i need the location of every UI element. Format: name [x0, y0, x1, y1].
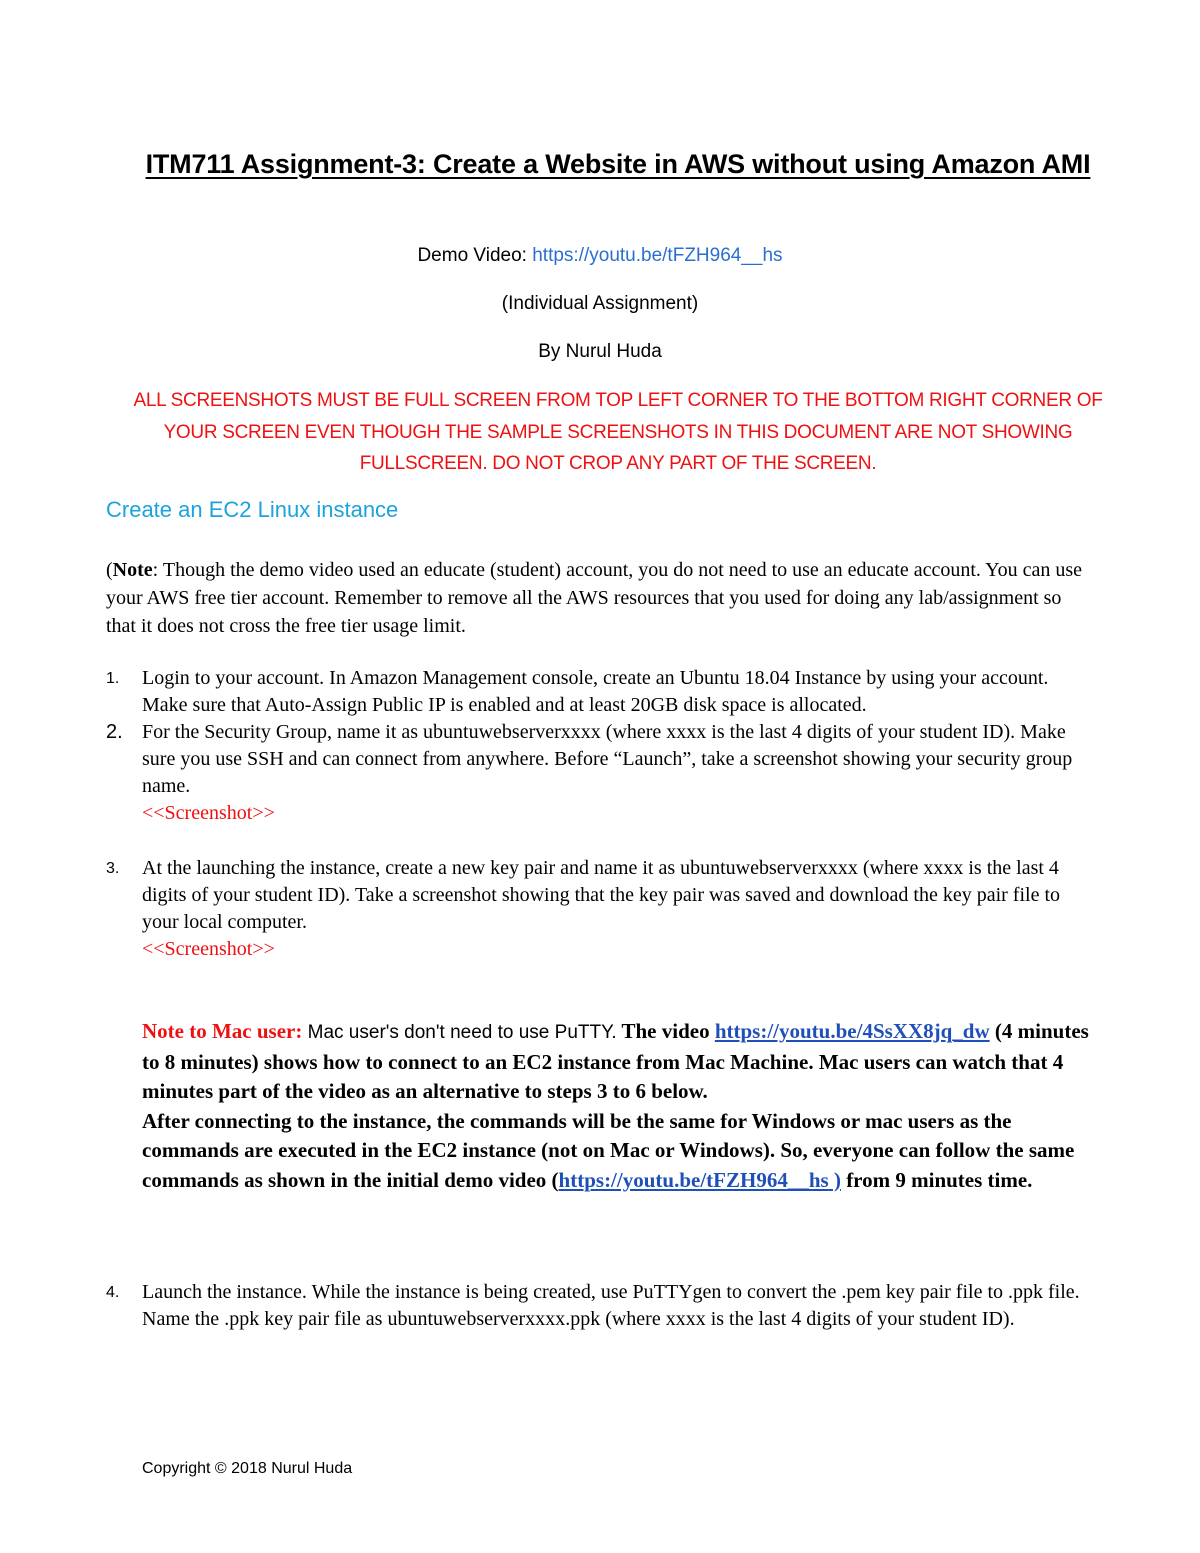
- list-item: [106, 855, 1096, 963]
- mac-note-putty-text: Mac user's don't need to use PuTTY.: [302, 1022, 617, 1043]
- mac-note-text: (4 minutes to 8 minutes) shows how to connect to an EC2 instance from Mac Machine. Mac users can watch that 4 minutes part of the video as an alternative to steps 3 to 6 below.: [142, 1019, 1089, 1103]
- assignment-type: (Individual Assignment): [501, 293, 699, 314]
- demo-video-link[interactable]: https://youtu.be/tFZH964__hs: [532, 245, 783, 266]
- note-text: : Though the demo video used an educate (student) account, you do not need to use an educate account. You can use your AWS free tier account. Remember to remove all the AWS resources that you used for doing any lab/assignment so that it does not cross the free tier usage limit.: [106, 559, 1083, 637]
- list-item: [106, 665, 1096, 719]
- list-item: [106, 1279, 1096, 1333]
- author-line: By Nurul Huda: [538, 341, 662, 362]
- screenshot-placeholder: <<Screenshot>>: [142, 938, 275, 960]
- step-number: 4.: [106, 1284, 120, 1301]
- demo-video-link-2[interactable]: [559, 1168, 841, 1192]
- mac-video-link[interactable]: https://youtu.be/4SsXX8jq_dw: [714, 1019, 990, 1043]
- footer-copyright: Copyright © 2018 Nurul Huda: [142, 1460, 353, 1477]
- mac-note-text: The video: [616, 1019, 715, 1043]
- step-text: At the launching the instance, create a new key pair and name it as ubuntuwebserverxxxx (where xxxx is the last 4 digits of your student ID). Take a screenshot showing that the key pair was saved and download the key pair file to your local computer.: [142, 857, 1060, 933]
- step-number: 1.: [106, 670, 120, 687]
- step-text: For the Security Group, name it as ubuntuwebserverxxxx (where xxxx is the last 4 digits of your student ID). Make sure you use SSH and can connect from anywhere. Before “Launch”, take a screenshot showing your security group name.: [142, 721, 1073, 797]
- steps-list-continued: [106, 1279, 1096, 1333]
- screenshot-warning: ALL SCREENSHOTS MUST BE FULL SCREEN FROM TOP LEFT CORNER TO THE BOTTOM RIGHT CORNER OF YOUR SCREEN EVEN THOUGH THE SAMPLE SCREENSHOTS IN THIS DOCUMENT ARE NOT SHOWING FULLSCREEN. DO NOT CROP ANY PART OF THE SCREEN.: [133, 390, 1103, 474]
- demo-video-line: [100, 244, 1100, 268]
- step-text: Login to your account. In Amazon Management console, create an Ubuntu 18.04 Instance by using your account. Make sure that Auto-Assign Public IP is enabled and at least 20GB disk space is allocated.: [142, 667, 1049, 716]
- screenshot-placeholder: <<Screenshot>>: [142, 802, 275, 824]
- demo-video-label: Demo Video:: [417, 245, 533, 266]
- step-number: 2.: [106, 721, 123, 743]
- mac-note-text: from 9 minutes time.: [840, 1167, 1033, 1192]
- note-label: Note: [112, 559, 153, 581]
- demo-video-link-close: ): [828, 1167, 841, 1192]
- steps-list: [106, 665, 1096, 963]
- note-paragraph: [106, 556, 1096, 640]
- mac-user-note: [142, 1017, 1102, 1195]
- note-open-paren: (: [106, 559, 113, 581]
- mac-note-text: After connecting to the instance, the commands will be the same for Windows or mac users as the commands are executed in the EC2 instance (not on Mac or Windows). So, everyone can follow the same commands as shown in the initial demo video (: [142, 1108, 1075, 1192]
- mac-note-label: Note to Mac user:: [142, 1019, 303, 1043]
- step-text: Launch the instance. While the instance is being created, use PuTTYgen to convert the .pem key pair file to .ppk file. Name the .ppk key pair file as ubuntuwebserverxxxx.ppk (where xxxx is the last 4 digits of your student ID).: [142, 1281, 1080, 1330]
- document-title: ITM711 Assignment-3: Create a Website in AWS without using Amazon AMI: [145, 149, 1091, 179]
- section-heading: Create an EC2 Linux instance: [106, 497, 399, 522]
- step-number: 3.: [106, 860, 120, 877]
- list-item: [106, 719, 1096, 827]
- demo-video-link-url: https://youtu.be/tFZH964__hs: [558, 1167, 829, 1192]
